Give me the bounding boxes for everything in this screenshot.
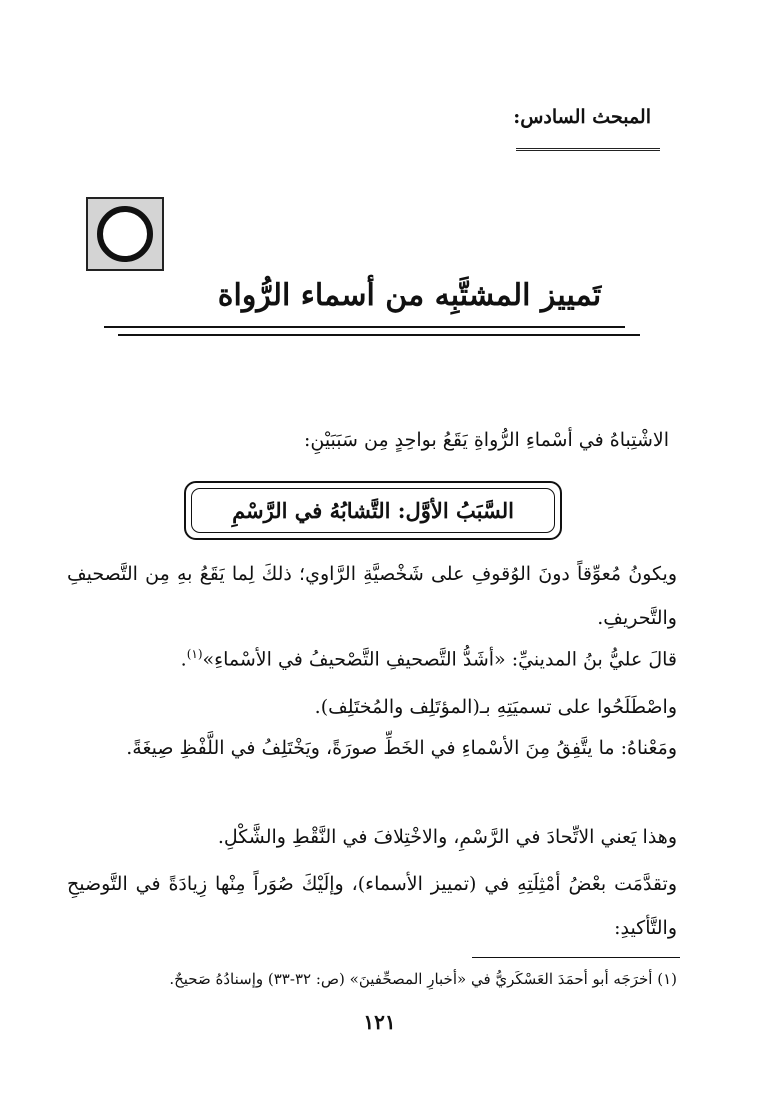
title-rule-top xyxy=(104,326,625,328)
paragraph-5: وهذا يَعني الاتِّحادَ في الرَّسْمِ، والاخْتِلافَ في النَّقْطِ والشَّكْلِ. xyxy=(217,826,677,848)
intro-paragraph: الاشْتِباهُ في أسْماءِ الرُّواةِ يَقَعُ بواحِدٍ مِن سَبَبَيْنِ: xyxy=(303,429,669,451)
footnote-ref[interactable]: (١) xyxy=(186,647,203,661)
ornament-ring-icon xyxy=(97,206,153,262)
paragraph-2-text: قالَ عليُّ بنُ المدينيِّ: «أشَدُّ التَّصحيفِ التَّصْحيفُ في الأسْماءِ» xyxy=(202,648,677,671)
paragraph-2 xyxy=(67,632,677,681)
heading-box-text: السَّبَبُ الأوَّل: التَّشابُهُ في الرَّسْمِ xyxy=(191,488,555,533)
footnote-separator xyxy=(472,957,680,958)
section-label: المبحث السادس: xyxy=(513,106,651,128)
title-rule-bottom xyxy=(118,334,640,336)
paragraph-6: وتقدَّمَت بعْضُ أمْثِلَتِهِ في (تمييز الأسماء)، وإلَيْكَ صُوَراً مِنْها زِيادَةً في التَّوضيحِ والتَّأكيدِ: xyxy=(67,873,677,939)
section-label-underline xyxy=(516,148,660,151)
paragraph-1: ويكونُ مُعوِّقاً دونَ الوُقوفِ على شَخْصيَّةِ الرَّاوي؛ ذلكَ لِما يَقَعُ بهِ مِن التَّصحيفِ والتَّحريفِ. xyxy=(67,563,677,629)
paragraph-3: واصْطَلَحُوا على تسميَتِهِ بـ(المؤتَلِف والمُختَلِف). xyxy=(314,696,677,718)
ornament-emblem xyxy=(86,197,164,271)
footnote: (١) أخرَجَه أبو أحمَدَ العَسْكَريُّ في «أخبارِ المصحِّفينَ» (ص: ٣٢-٣٣) وإسنادُهُ صَحيحٌ. xyxy=(169,970,677,988)
page-number: ١٢١ xyxy=(363,1010,396,1034)
chapter-title: تَمييز المشتَّبِه من أسماء الرُّواة xyxy=(217,278,602,313)
paragraph-4: ومَعْناهُ: ما يتَّفِقُ مِنَ الأسْماءِ في الخَطِّ صورَةً، ويَخْتَلِفُ في اللَّفْظِ صِيغَةً. xyxy=(126,737,677,759)
heading-box xyxy=(184,481,562,540)
paragraph-2-end: . xyxy=(180,648,187,671)
